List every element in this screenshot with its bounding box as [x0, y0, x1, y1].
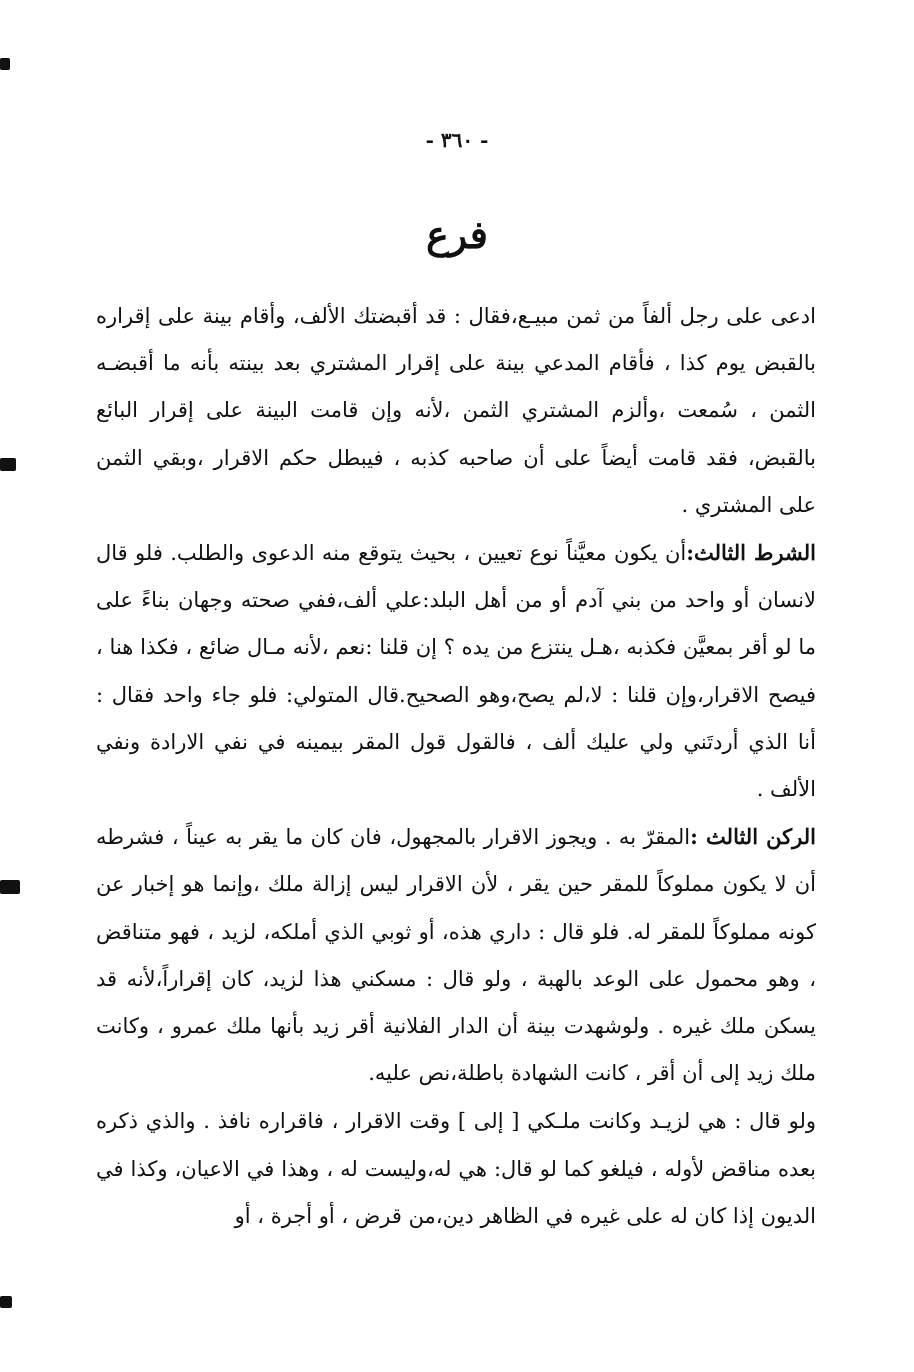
paragraph — [96, 292, 816, 529]
paragraph-text: ادعى على رجل ألفاً من ثمن مبيـع،فقال : قد أقبضتك الألف، وأقام بينة على إقراره بالقبض يوم كذا ، فأقام المدعي بينة على إقرار المشتري بعد بينته بأنه ما أقبضـه الثمن ، سُمعت ،وألزم المشتري الثمن ،لأنه وإن قامت البينة على إقرار البائع بالقبض، فقد قامت أيضاً على أن صاحبه كذبه ، فيبطل حكم الاقرار ،وبقي الثمن على المشتري . — [96, 304, 816, 517]
section-title: فرع — [426, 212, 488, 257]
scan-margin-mark — [0, 58, 10, 70]
paragraph-text: أن يكون معيَّناً نوع تعيين ، بحيث يتوقع منه الدعوى والطلب. فلو قال لانسان أو واحد من بني آدم أو من أهل البلد:علي ألف،ففي صحته وجهان بناءً على ما لو أقر بمعيَّن فكذبه ،هـل ينتزع من يده ؟ إن قلنا :نعم ،لأنه مـال ضائع ، فكذا هنا ، فيصح الاقرار،وإن قلنا : لا،لم يصح،وهو الصحيح.قال المتولي: فلو جاء واحد فقال : أنا الذي أردتَني ولي عليك ألف ، فالقول قول المقر بيمينه في نفي الارادة ونفي الألف . — [96, 541, 816, 802]
paragraph-lead: الشرط الثالث: — [686, 540, 816, 566]
scan-margin-mark — [0, 880, 20, 894]
body-text — [96, 292, 816, 1240]
page-number: - ٣٦٠ - — [425, 128, 489, 152]
scan-margin-mark — [0, 458, 16, 471]
paragraph-text: المقرّ به . ويجوز الاقرار بالمجهول، فان كان ما يقر به عيناً ، فشرطه أن لا يكون مملوكاً للمقر حين يقر ، لأن الاقرار ليس إزالة ملك ،وإنما هو إخبار عن كونه مملوكاً للمقر له. فلو قال : داري هذه، أو ثوبي الذي أملكه، لزيد ، فهو متناقض ، وهو محمول على الوعد بالهبة ، ولو قال : مسكني هذا لزيد، كان إقراراً،لأنه قد يسكن ملك غيره . ولوشهدت بينة أن الدار الفلانية أقر زيد بأنها ملك عمرو ، وكانت ملك زيد إلى أن أقر ، كانت الشهادة باطلة،نص عليه. — [96, 825, 816, 1086]
paragraph — [96, 529, 816, 813]
paragraph-text: ولو قال : هي لزيـد وكانت ملـكي [ إلى ] وقت الاقرار ، فاقراره نافذ . والذي ذكره بعده مناقض لأوله ، فيلغو كما لو قال: هي له،وليست له ، وهذا في الاعيان، وكذا في الديون إذا كان له على غيره في الظاهر دين،من قرض ، أو أجرة ، أو — [96, 1109, 816, 1228]
scan-margin-mark — [0, 1296, 12, 1308]
paragraph — [96, 813, 816, 1097]
paragraph — [96, 1097, 816, 1240]
paragraph-lead: الركن الثالث : — [690, 824, 816, 850]
